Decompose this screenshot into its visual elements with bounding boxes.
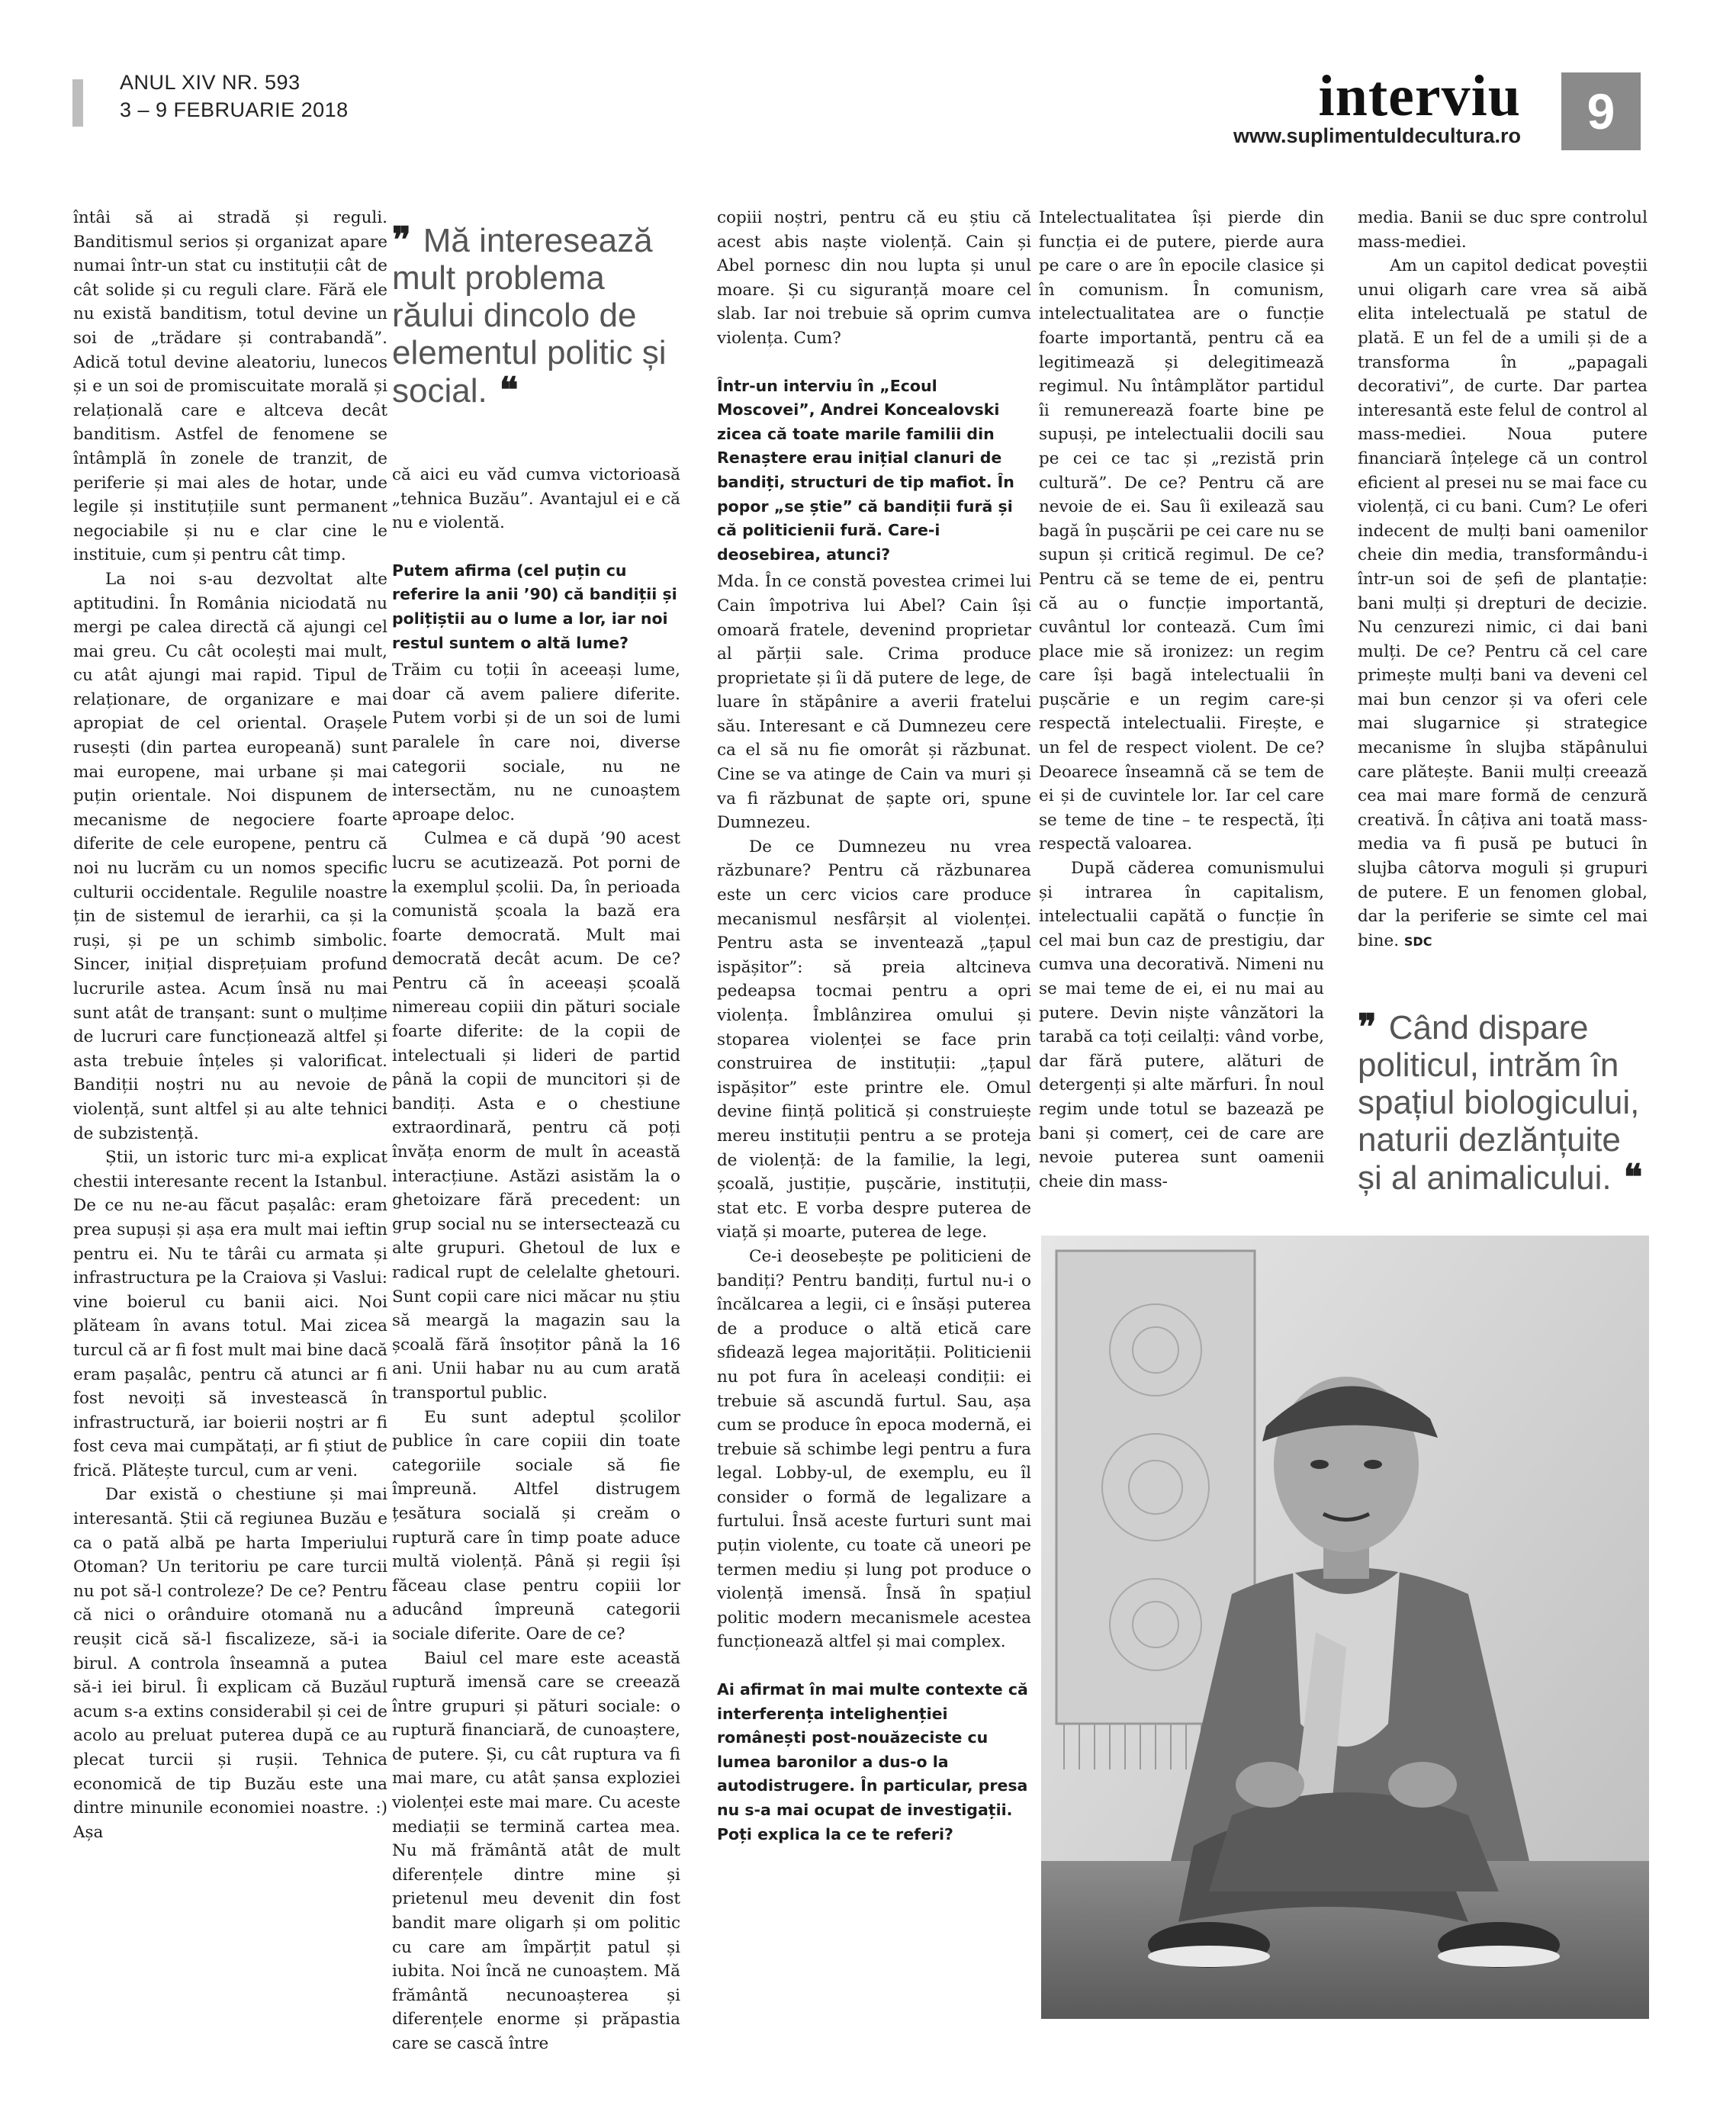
paragraph: Dar există o chestiune și mai interesantă. Știi că regiunea Buzău e ca o pată albă pe harta Imperiului Otoman? Un teritoriu pe care turcii nu pot să-l controleze? De ce? Pentru că nici o orânduire otomană nu a reușit cică să-l fiscalizeze, să-i ia birul. A controla înseamnă a putea să-i iei birul. Îi explicam că Buzăul acum s-a extins considerabil și cei de acolo au preluat puterea după ce au plecat turcii și rușii. Tehnica economică de tip Buzău este una dintre minunile economiei noastre. :) Așa	[73, 1485, 387, 1842]
portrait-illustration	[1041, 1236, 1649, 2019]
issue-number: ANUL XIV NR. 593	[120, 71, 301, 94]
issue-date: 3 – 9 FEBRUARIE 2018	[120, 98, 349, 121]
paragraph: Intelectualitatea își pierde din funcția ei de putere, pierde aura pe care o are în epocile clasice și în comunism. În comunism, intelectualitatea are o funcție foarte importantă, pentru că ea legitimează și delegitimează regimul. Nu întâmplător partidul îi remunerează foarte bine pe supuși, pe intelectualii docili sau pe cei ce tac și „rezistă prin cultură”. De ce? Pentru că are nevoie de ei. Sau îi exilează sau bagă în pușcării pe cei care nu se supun și critică regimul. De ce? Pentru că se teme de ei, pentru că au o funcție importantă, cuvântul lor contează. Cum îmi place mie să ironizez: un regim care își bagă intelectualii în pușcărie e un regim care-și respectă intelectualii. Firește, e un fel de respect violent. De ce? Deoarece înseamnă că se tem de ei și de cuvintele lor. Iar cel care se teme de tine – te respectă, îți respectă valoarea.	[1039, 208, 1324, 854]
article-column-2	[392, 463, 680, 2056]
paragraph: că aici eu văd cumva victorioasă „tehnica Buzău”. Avantajul ei e că nu e violentă.	[392, 465, 680, 533]
open-quote-icon: ❞	[392, 219, 423, 260]
paragraph: Eu sunt adeptul școlilor publice în care copiii din toate categoriile sociale să fie împreună. Altfel distrugem țesătura socială și creăm o ruptură care în timp poate aduce multă violență. Până și regii își făceau clase pentru copiii lor aducând împreună categorii sociale diferite. Oare de ce?	[392, 1407, 680, 1644]
article-column-4	[1039, 206, 1324, 1194]
paragraph: După căderea comunismului și intrarea în capitalism, intelectualii capătă o funcție în cel mai bun caz de prestigiu, dar cumva una decorativă. Nimeni nu se mai teme de ei, ei nu mai au putere. Devin niște vânzători la tarabă ca toți ceilalți: vând vorbe, dar fără putere, alături de detergenți și alte mărfuri. În noul regim unde totul se bazează pe bani și comerț, cei de care are nevoie puterea sunt oamenii cheie din mass-	[1039, 859, 1324, 1191]
author-signature: SDC	[1403, 934, 1432, 949]
paragraph	[1358, 254, 1648, 953]
section-title: interviu	[1318, 64, 1521, 128]
paragraph: La noi s-au dezvoltat alte aptitudini. În România niciodată nu mergi pe calea directă că ajungi cel mai greu. Cu cât ocolești mai mult, cu atât ajungi mai rapid. Tipul de relaționare, de organizare e mai apropiat de cel oriental. Orașele rusești (din partea europeană) sunt mai europene, mai urbane și mai puțin orientale. Noi dispunem de mecanisme de negociere foarte diferite de cele europene, pentru că noi nu lucrăm cu un nomos specific culturii occidentale. Regulile noastre țin de sistemul de ierarhii, ca și la ruși, și pe un schimb simbolic. Sincer, inițial disprețuiam profund lucrurile astea. Acum însă nu mai sunt atât de tranșant: sunt o mulțime de lucruri care funcționează altfel și asta trebuie înțeles și valorificat. Bandiții noștri nu au nevoie de violență, sunt altfel și au alte tehnici de subzistență.	[73, 569, 387, 1143]
website-url: www.suplimentuldecultura.ro	[1233, 124, 1521, 147]
paragraph: întâi să ai stradă și reguli. Banditismul serios și organizat apare numai într-un stat cu instituții cât de cât solide și cu reguli clare. Fără ele nu există banditism, totul devine un soi de „trădare și contrabandă”. Adică totul devine aleatoriu, lunecos și e un soi de promiscuitate morală și relațională care e altceva decât banditism. Astfel de fenomene se întâmplă în zonele de tranzit, de periferie și mai ales de hotar, unde legile și instituțiile sunt permanent negociabile și nu e clar cine le instituie, cum și pentru cât timp.	[73, 208, 387, 565]
pull-quote-text: Mă interesează mult problema răului dincolo de elementul politic și social.	[392, 222, 667, 410]
article-column-3	[717, 206, 1031, 1850]
paragraph: Baiul cel mare este această ruptură imensă care se creează între grupuri și pături sociale: o ruptură financiară, de cunoaștere, de putere. Și, cu cât ruptura va fi mai mare, cu atât șansa exploziei violenței este mai mare. Cu aceste mediații se termină cartea mea. Nu mă frământă atât de mult diferențele dintre mine și prietenul meu devenit din fost bandit mare oligarh și om politic cu care am împărțit patul și iubita. Noi încă ne cunoaștem. Mă frământă necunoașterea și diferențele enorme și prăpastia care se cască între	[392, 1648, 680, 2053]
open-quote-icon: ❞	[1358, 1006, 1389, 1047]
article-column-1	[73, 206, 387, 1844]
pull-quote-text: Când dispare politicul, intrăm în spațiul biologicului, naturii dezlănțuite și al animalicului.	[1358, 1009, 1640, 1197]
paragraph: Trăim cu toții în aceeași lume, doar că avem paliere diferite. Putem vorbi și de un soi de lumi paralele în care noi, diverse categorii sociale, nu ne intersectăm, nu ne cunoaștem aproape deloc.	[392, 660, 680, 824]
paragraph: Știi, un istoric turc mi-a explicat chestii interesante recent la Istanbul. De ce nu ne-au făcut pașalâc: eram prea supuși și așa era mult mai ieftin pentru ei. Nu te târâi cu armata și infrastructura pe la Craiova și Vaslui: vine boierul cu banii aici. Noi plăteam în avans totul. Mai zicea turcul că ar fi fost mult mai bine dacă eram pașalâc, pentru că atunci ar fi fost nevoiți să investească în infrastructură, iar boierii noștri ar fi fost ceva mai cumpătați, ar fi știut de frică. Plătește turcul, cum ar veni.	[73, 1148, 387, 1480]
page-number: 9	[1561, 72, 1641, 150]
paragraph: media. Banii se duc spre controlul mass-mediei.	[1358, 208, 1648, 252]
close-quote-icon: ❝	[1611, 1156, 1643, 1197]
paragraph: De ce Dumnezeu nu vrea răzbunare? Pentru că răzbunarea este un cerc vicios care produce mecanismul nesfârșit al violenței. Pentru asta se inventează „țapul ispășitor”: să preia altcineva pedeapsa tocmai pentru a opri violența. Îmblânzirea omului și stoparea violenței se face prin construirea de instituții: „țapul ispășitor” este printre ele. Omul devine ființă politică și construiește mereu instituții pentru a se proteja de violență: de la familie, la legi, școală, justiție, pușcărie, instituții, stat etc. E vorba despre puterea de viață și moarte, puterea de lege.	[717, 837, 1031, 1242]
interview-question: Într-un interviu în „Ecoul Moscovei”, Andrei Koncealovski zicea că toate marile familii din Renaștere erau inițial clanuri de bandiți, structuri de tip mafiot. În popor „se știe” că bandiții fură și că politicienii fură. Care-i deosebirea, atunci?	[717, 376, 1014, 564]
close-quote-icon: ❝	[487, 369, 519, 410]
interview-question: Ai afirmat în mai multe contexte că interferența intelighenției românești post-nouăzeciste cu lumea baronilor a dus-o la autodistrugere. În particular, presa nu s-a mai ocupat de investigații. Poți explica la ce te referi?	[717, 1680, 1028, 1843]
pull-quote-2	[1358, 1008, 1651, 1197]
interview-question: Putem afirma (cel puțin cu referire la anii ’90) că bandiții și polițiștii au o lume a lor, iar noi restul suntem o altă lume?	[392, 561, 677, 652]
paragraph: copiii noștri, pentru că eu știu că acest abis naște violență. Cain și Abel pornesc din nou lupta și unul moare. Și cu siguranță moare cel slab. Iar noi trebuie să oprim cumva violența. Cum?	[717, 208, 1031, 348]
interviewee-photo	[1041, 1236, 1649, 2019]
pull-quote-1	[392, 221, 686, 410]
paragraph: Mda. În ce constă povestea crimei lui Cain împotriva lui Abel? Cain își omoară fratele, devenind proprietar al părții sale. Crima produce proprietate și îi dă putere de lege, de luare în stăpânire a averii fratelui său. Interesant e că Dumnezeu cere ca el să nu fie omorât și răzbunat. Cine se va atinge de Cain va muri și va fi răzbunat de șapte ori, spune Dumnezeu.	[717, 572, 1031, 833]
issue-info	[120, 69, 349, 124]
paragraph: Ce-i deosebește pe politicieni de bandiți? Pentru bandiți, furtul nu-i o încălcarea a legii, ci e însăși puterea de a produce o altă etică care sfidează legea majorității. Politicienii nu pot fura în aceleași condiții: ei trebuie să ascundă furtul. Sau, așa cum se produce în epoca modernă, ei trebuie să schimbe legi pentru a fura legal. Lobby-ul, de exemplu, eu îl consider o formă de legalizare a furtului. Însă aceste furturi sunt mai puțin violente, cu toate că uneori pe termen mediu și lung pot produce o violență imensă. Însă în spațiul politic modern mecanismele acestea funcționează altfel și mai complex.	[717, 1246, 1031, 1652]
paragraph-text: Am un capitol dedicat poveștii unui oligarh care vrea să aibă elita intelectuală pe statul de plată. E un fel de a umili și de a transforma în „papagali decorativi”, de curte. Dar partea interesantă este felul de control al mass-mediei. Noua putere financiară înțelege că un control eficient al presei nu se mai face cu violență, ci cu bani. Cum? Le oferi indecent de mulți bani oamenilor cheie din media, transformându-i într-un soi de șefi de plantație: bani mulți și drepturi de decizie. Nu cenzurezi nimic, ci dai bani mulți. De ce? Pentru că cel care primește mulți bani va deveni cel mai bun cenzor și va oferi cele mai slugarnice și strategice mecanisme în slujba stăpânului care plătește. Banii mulți creează cea mai mare formă de cenzură creativă. În câțiva ani toată mass-media va fi pusă pe butuci în slujba câtorva moguli și grupuri de putere. E un fenomen global, dar la periferie se simte cel mai bine.	[1358, 256, 1648, 950]
article-column-5	[1358, 206, 1648, 953]
masthead-accent-bar	[72, 79, 83, 127]
paragraph: Culmea e că după ’90 acest lucru se acutizează. Pot porni de la exemplul școlii. Da, în perioada comunistă școala la bază era foarte democrată. Mult mai democrată decât acum. De ce? Pentru că în aceeași școală nimereau copiii din pături sociale foarte diferite: de la copii de intelectuali și lideri de partid până la copii de muncitori și de bandiți. Asta e o chestiune extraordinară, pentru că poți învăța enorm de mult în această interacțiune. Astăzi asistăm la o ghetoizare fără precedent: un grup social nu se intersectează cu alte grupuri. Ghetoul de lux e radical rupt de celelalte ghetouri. Sunt copii care nici măcar nu știu să meargă la magazin sau la școală fără însoțitor până la 16 ani. Unii habar nu au cum arată transportul public.	[392, 829, 680, 1403]
